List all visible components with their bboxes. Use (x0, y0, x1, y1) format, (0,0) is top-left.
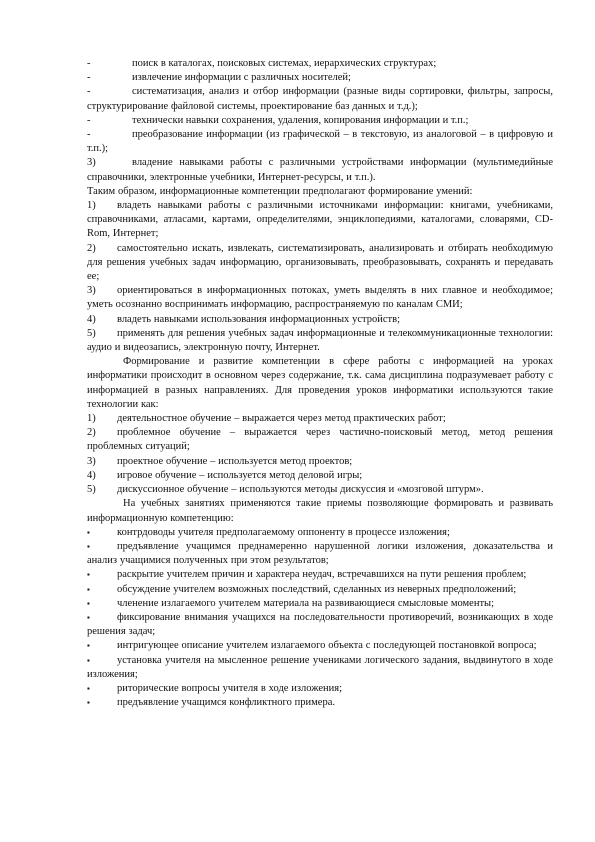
technology-item (87, 483, 553, 497)
summary-intro: Таким образом, информационные компетенции предполагают формирование умений: (87, 185, 473, 197)
technique-item (87, 639, 553, 653)
technology-marker: 1) (87, 413, 96, 425)
technology-marker: 2) (87, 427, 96, 439)
technique-text: интригующее описание учителем излагаемого объекта с последующей постановкой вопроса; (117, 640, 537, 652)
dash-item (87, 85, 553, 113)
item-3 (87, 156, 553, 184)
dash-item (87, 57, 553, 71)
technology-marker: 3) (87, 455, 96, 467)
skill-marker: 3) (87, 285, 96, 297)
skill-item (87, 284, 553, 312)
technique-text: риторические вопросы учителя в ходе изложения; (117, 682, 343, 694)
skill-item (87, 242, 553, 285)
technique-item (87, 540, 553, 568)
square-bullet-icon: ▪ (87, 570, 90, 580)
technology-item (87, 455, 553, 469)
skill-text: владеть навыками использования информационных устройств; (117, 313, 400, 325)
dash-marker: - (87, 114, 91, 126)
technique-text: раскрытие учителем причин и характера неудач, встречавшихся на пути решения проблем; (117, 569, 527, 581)
technologies-list (87, 412, 553, 497)
square-bullet-icon: ▪ (87, 698, 90, 708)
technology-marker: 5) (87, 484, 96, 496)
skill-marker: 2) (87, 242, 96, 254)
skill-item (87, 327, 553, 355)
skill-text: владеть навыками работы с различными источниками информации: книгами, учебниками, справочниками, атласами, картами, определителями, энциклопедиями, каталогами, словарями, CD-Rom, Интернет; (87, 200, 553, 240)
square-bullet-icon: ▪ (87, 541, 90, 551)
technology-marker: 4) (87, 469, 96, 481)
technique-item (87, 682, 553, 696)
square-bullet-icon: ▪ (87, 683, 90, 693)
dash-marker: - (87, 58, 91, 69)
square-bullet-icon: ▪ (87, 584, 90, 594)
technique-text: предъявление учащимся преднамеренно нарушенной логики изложения, доказательства и анализ учащимися полученных при этом результатов; (87, 540, 553, 567)
square-bullet-icon: ▪ (87, 612, 90, 622)
technique-item (87, 597, 553, 611)
dash-item (87, 71, 553, 85)
page-content (87, 57, 553, 710)
skill-item (87, 313, 553, 327)
dash-item-text: систематизация, анализ и отбор информации (разные виды сортировки, фильтры, запросы, структурирование файловой системы, проектирование баз данных и т.д.); (87, 86, 553, 112)
dash-marker: - (87, 86, 91, 98)
skill-marker: 4) (87, 313, 96, 325)
square-bullet-icon: ▪ (87, 641, 90, 651)
technology-text: проектное обучение – используется метод проектов; (117, 455, 353, 467)
technique-item (87, 611, 553, 639)
formation-paragraph: Формирование и развитие компетенции в сфере работы с информацией на уроках информатики происходит в основном через содержание, т.к. сама дисциплина подразумевает работу с информацией в разных направлениях. Для проведения уроков информатики используются такие технологии как: (87, 356, 553, 410)
dash-marker: - (87, 129, 91, 141)
technique-item (87, 583, 553, 597)
dash-item-text: технически навыки сохранения, удаления, копирования информации и т.п.; (132, 114, 469, 126)
square-bullet-icon: ▪ (87, 527, 90, 537)
technology-text: игровое обучение – используется метод деловой игры; (117, 469, 363, 481)
technology-text: проблемное обучение – выражается через частично-поисковый метод, метод решения проблемных ситуаций; (87, 427, 553, 453)
skill-marker: 5) (87, 327, 96, 339)
item-3-text: владение навыками работы с различными устройствами информации (мультимедийные справочники, электронные учебники, Интернет-ресурсы, и т.п.). (87, 157, 553, 183)
dash-item-text: поиск в каталогах, поисковых системах, иерархических структурах; (132, 58, 437, 69)
dash-item-text: преобразование информации (из графической – в текстовую, из аналоговой – в цифровую и т.п.); (87, 129, 553, 155)
dash-item-text: извлечение информации с различных носителей; (132, 72, 351, 84)
technology-text: деятельностное обучение – выражается через метод практических работ; (117, 413, 446, 425)
techniques-list (87, 526, 553, 711)
skill-text: ориентироваться в информационных потоках, уметь выделять в них главное и необходимое; уметь осознанно воспринимать информацию, распространяемую по каналам СМИ; (87, 285, 553, 311)
skill-item (87, 199, 553, 242)
skills-list (87, 199, 553, 355)
dash-marker: - (87, 72, 91, 84)
technique-text: фиксирование внимания учащихся на последовательности противоречий, возникающих в ходе решения задач; (87, 611, 553, 638)
technology-item (87, 426, 553, 454)
technology-item (87, 469, 553, 483)
technique-text: предъявление учащимся конфликтного примера. (117, 697, 335, 709)
technique-text: контрдоводы учителя предполагаемому оппоненту в процессе изложения; (117, 526, 450, 538)
item-3-marker: 3) (87, 157, 96, 169)
technology-item (87, 412, 553, 426)
technique-item (87, 568, 553, 582)
technique-item (87, 696, 553, 710)
technique-text: членение излагаемого учителем материала на развивающиеся смысловые моменты; (117, 597, 495, 609)
technology-text: дискуссионное обучение – используются методы дискуссия и «мозговой штурм». (117, 484, 484, 496)
dash-item (87, 128, 553, 156)
skill-text: самостоятельно искать, извлекать, систематизировать, анализировать и отбирать необходимую для решения учебных задач информацию, организовывать, преобразовывать, сохранять и передавать ее; (87, 242, 553, 283)
square-bullet-icon: ▪ (87, 598, 90, 608)
technique-text: установка учителя на мысленное решение учениками логического задания, выдвинутого в ходе изложения; (87, 654, 553, 680)
technique-text: обсуждение учителем возможных последствий, сделанных из неверных предположений; (117, 583, 517, 595)
dash-list (87, 57, 553, 156)
skill-marker: 1) (87, 200, 96, 212)
technique-item (87, 654, 553, 682)
dash-item (87, 114, 553, 128)
square-bullet-icon: ▪ (87, 655, 90, 665)
techniques-paragraph: На учебных занятиях применяются такие приемы позволяющие формировать и развивать информационную компетенцию: (87, 498, 553, 524)
skill-text: применять для решения учебных задач информационные и телекоммуникационные технологии: аудио и видеозапись, электронную почту, Интернет. (87, 327, 553, 354)
technique-item (87, 526, 553, 540)
